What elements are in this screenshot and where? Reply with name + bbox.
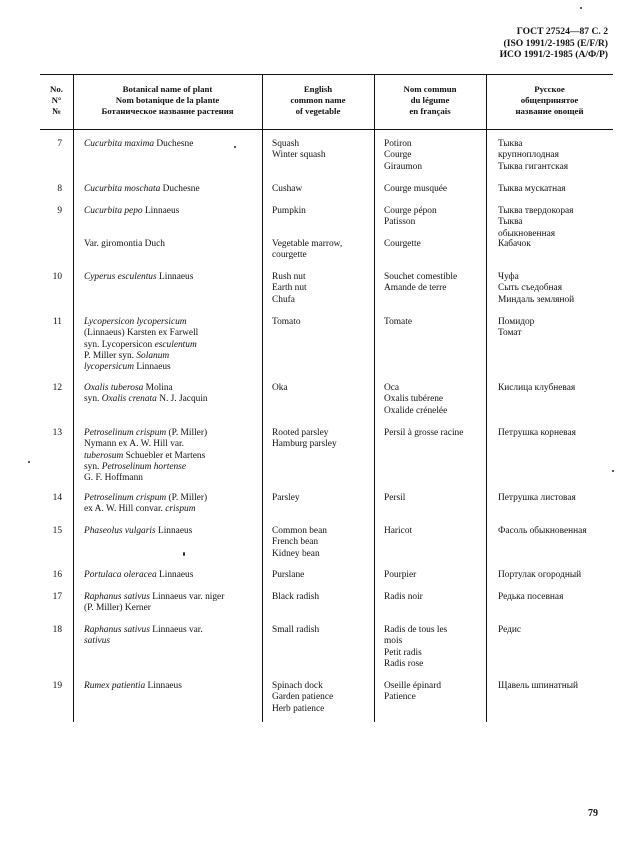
french-name-line: Oca	[384, 383, 400, 393]
botanical-authority: Linnaeus	[155, 526, 193, 536]
row-number: 12	[52, 383, 62, 393]
botanical-authority: Molina	[143, 383, 173, 393]
column-header-no: No. N° №	[50, 84, 63, 116]
french-name-line: Haricot	[384, 526, 413, 536]
english-name-line: Garden patience	[272, 692, 334, 703]
french-name-line: Courgette	[384, 239, 421, 249]
russian-name	[498, 239, 531, 250]
botanical-latin-name: crispum	[165, 504, 196, 515]
english-name-line: Parsley	[272, 493, 300, 503]
botanical-name-line	[84, 439, 207, 450]
botanical-name-line	[84, 462, 207, 473]
english-name-line: French bean	[272, 537, 319, 548]
botanical-authority: (P. Miller) Kerner	[84, 603, 151, 614]
botanical-authority: Linnaeus	[145, 681, 182, 691]
botanical-latin-name: Raphanus sativus	[84, 592, 150, 602]
botanical-authority: Linnaeus	[142, 206, 180, 216]
russian-name-line: Петрушка листовая	[498, 493, 576, 503]
botanical-authority: Linnaeus	[133, 362, 171, 373]
english-name-line: Kidney bean	[272, 548, 320, 559]
russian-name	[498, 139, 568, 173]
french-name-line: Persil	[384, 493, 406, 503]
botanical-name-line	[84, 428, 207, 439]
english-name-line: Purslane	[272, 570, 305, 580]
french-name	[384, 206, 437, 229]
russian-name-line: Тыква мускатная	[498, 184, 566, 194]
russian-name	[498, 317, 534, 340]
french-name	[384, 493, 405, 504]
botanical-authority: Linnaeus var.	[149, 625, 203, 635]
botanical-name	[84, 206, 179, 217]
russian-name-line: Тыква твердокорая	[498, 206, 574, 216]
english-name	[272, 493, 300, 504]
scan-speck	[580, 7, 582, 9]
french-name-line: Radis de tous les	[384, 625, 448, 635]
standard-number: ГОСТ 27524—87 С. 2	[516, 26, 608, 37]
english-name-line: Black radish	[272, 592, 320, 602]
botanical-latin-name: Solanum	[136, 350, 170, 361]
botanical-authority: Linnaeus	[156, 272, 194, 282]
botanical-name	[84, 239, 165, 250]
botanical-name-line	[84, 451, 207, 462]
french-name-line: Radis rose	[384, 658, 424, 669]
botanical-authority: Duchesne	[160, 184, 200, 194]
english-name	[272, 184, 302, 195]
french-name-line: Pourpier	[384, 570, 417, 580]
botanical-latin-name: Rumex patientia	[84, 681, 146, 691]
botanical-name-line	[84, 394, 208, 405]
french-name-line: Courge	[384, 150, 412, 161]
french-name	[384, 428, 463, 439]
english-name	[272, 570, 304, 581]
botanical-name-line	[84, 681, 182, 692]
english-name	[272, 239, 342, 262]
french-name-line: Oxalis tubérene	[384, 394, 444, 405]
row-number: 18	[52, 625, 62, 635]
botanical-latin-name: Raphanus sativus	[84, 625, 150, 635]
botanical-authority: N. J. Jacquin	[156, 394, 208, 405]
french-name	[384, 239, 421, 250]
english-name-line: Winter squash	[272, 150, 326, 161]
botanical-authority: Schuebler et Martens	[123, 450, 206, 461]
botanical-authority: syn. Lycopersicon	[84, 339, 155, 350]
french-name-line: Petit radis	[384, 647, 422, 658]
french-name-line: Courge musquée	[384, 184, 448, 194]
botanical-latin-name: lycopersicum	[84, 362, 134, 373]
column-header-french: Nom commun du légume en français	[403, 84, 457, 116]
botanical-latin-name: Petroselinum crispum	[84, 493, 167, 503]
french-name-line: Giraumon	[384, 161, 423, 172]
botanical-name-line	[84, 139, 193, 150]
french-name-line: Potiron	[384, 139, 412, 149]
botanical-name-line	[84, 272, 193, 283]
russian-name	[498, 493, 576, 504]
botanical-name-line	[84, 636, 203, 647]
botanical-authority: (Linnaeus) Karsten ex Farwell	[84, 328, 199, 339]
scan-speck	[234, 146, 236, 148]
french-name	[384, 570, 416, 581]
russian-name	[498, 681, 578, 692]
botanical-latin-name: Cyperus esculentus	[84, 272, 157, 282]
botanical-latin-name: Petroselinum hortense	[101, 461, 186, 472]
column-header-english: English common name of vegetable	[290, 84, 346, 116]
russian-name-line: Щавель шпинатный	[498, 681, 579, 691]
botanical-name-line	[84, 239, 165, 250]
french-name-line: Persil à grosse racine	[384, 428, 464, 438]
botanical-name-line	[84, 570, 193, 581]
russian-name-line: Кислица клубневая	[498, 383, 576, 393]
botanical-authority: (P. Miller)	[166, 428, 208, 438]
botanical-name-line	[84, 351, 198, 362]
russian-name-line: Томат	[498, 328, 522, 339]
row-number: 15	[52, 526, 62, 536]
row-number: 8	[57, 184, 62, 194]
botanical-authority: Var. giromontia Duch	[84, 239, 165, 249]
botanical-name-line	[84, 603, 224, 614]
french-name-line: Courge pépon	[384, 206, 437, 216]
english-name-line: Oka	[272, 383, 288, 393]
french-name	[384, 383, 447, 417]
french-name-line: Souchet comestible	[384, 272, 458, 282]
botanical-latin-name: Cucurbita maxima	[84, 139, 155, 149]
russian-name-line: Фасоль обыкновенная	[498, 526, 587, 536]
column-header-botanical: Botanical name of plant Nom botanique de la plante Ботаническое название растения	[101, 84, 234, 116]
french-name-line: Tomate	[384, 317, 412, 327]
row-number: 13	[52, 428, 62, 438]
russian-name-line: Сыть съедобная	[498, 283, 563, 294]
botanical-authority: ex A. W. Hill convar.	[84, 504, 166, 515]
russian-name-line: Петрушка корневая	[498, 428, 576, 438]
botanical-name	[84, 625, 203, 648]
french-name	[384, 625, 447, 670]
russian-name-line: Кабачок	[498, 239, 531, 249]
russian-name-line: Тыква	[498, 139, 523, 149]
russian-name-line: Редис	[498, 625, 522, 635]
russian-name-line: Тыква	[498, 217, 523, 228]
botanical-name-line	[84, 317, 198, 328]
french-name-line: Amande de terre	[384, 283, 447, 294]
english-name-line: Rooted parsley	[272, 428, 329, 438]
botanical-latin-name: Cucurbita moschata	[84, 184, 161, 194]
french-name	[384, 272, 457, 295]
row-number: 10	[52, 272, 62, 282]
botanical-name	[84, 272, 193, 283]
botanical-name-line	[84, 362, 198, 373]
english-name	[272, 139, 326, 162]
russian-name	[498, 592, 563, 603]
english-name	[272, 317, 301, 328]
english-name	[272, 681, 333, 715]
french-name-line: Radis noir	[384, 592, 423, 602]
russian-name	[498, 428, 576, 439]
scan-speck	[28, 461, 30, 463]
english-name	[272, 206, 306, 217]
botanical-name-line	[84, 340, 198, 351]
english-name	[272, 526, 327, 560]
page-number: 79	[588, 808, 598, 819]
column-header-russian: Русское общепринятое название овощей	[515, 84, 584, 116]
botanical-name-line	[84, 526, 192, 537]
french-name	[384, 592, 423, 603]
botanical-latin-name: tuberosum	[84, 450, 124, 461]
botanical-name-line	[84, 592, 224, 603]
russian-name-line: крупноплодная	[498, 150, 559, 161]
english-name-line: Common bean	[272, 526, 327, 536]
botanical-latin-name: Oxalis crenata	[101, 394, 157, 405]
russian-name	[498, 272, 574, 306]
english-name-line: Pumpkin	[272, 206, 306, 216]
botanical-name-line	[84, 473, 207, 484]
english-name-line: Earth nut	[272, 283, 307, 294]
botanical-authority: Nymann ex A. W. Hill var.	[84, 439, 184, 450]
botanical-name	[84, 526, 192, 537]
russian-name	[498, 206, 574, 240]
french-name	[384, 139, 422, 173]
iso-reference: (ISO 1991/2-1985 (E/F/R)	[503, 37, 608, 49]
english-name-line: courgette	[272, 250, 307, 261]
french-name-line: Patisson	[384, 217, 416, 228]
botanical-authority: Linnaeus	[156, 570, 194, 580]
russian-name	[498, 570, 581, 581]
botanical-authority: P. Miller syn.	[84, 350, 137, 361]
russian-name-line: Миндаль земляной	[498, 294, 575, 305]
russian-name-line: Редька посевная	[498, 592, 564, 602]
english-name-line: Herb patience	[272, 703, 325, 714]
row-number: 9	[57, 206, 62, 216]
row-number: 7	[57, 139, 62, 149]
botanical-name-line	[84, 184, 200, 195]
english-name-line: Vegetable marrow,	[272, 239, 343, 249]
botanical-name-line	[84, 383, 208, 394]
iso-reference-russian: ИСО 1991/2-1985 (А/Ф/Р)	[499, 49, 608, 61]
botanical-authority: (P. Miller)	[166, 493, 208, 503]
botanical-authority: Duchesne	[154, 139, 194, 149]
french-name-line: mois	[384, 636, 403, 647]
botanical-name	[84, 570, 193, 581]
english-name-line: Hamburg parsley	[272, 439, 337, 450]
botanical-latin-name: esculentum	[154, 339, 197, 350]
botanical-latin-name: Lycopersicon lycopersicum	[84, 317, 187, 327]
row-number: 19	[52, 681, 62, 691]
english-name	[272, 592, 319, 603]
russian-name-line: обыкновенная	[498, 228, 556, 239]
row-number: 14	[52, 493, 62, 503]
botanical-authority: syn.	[84, 461, 102, 472]
row-number: 16	[52, 570, 62, 580]
botanical-authority: syn.	[84, 394, 102, 405]
botanical-name-line	[84, 493, 207, 504]
botanical-name	[84, 592, 224, 615]
botanical-name	[84, 428, 207, 484]
botanical-latin-name: Petroselinum crispum	[84, 428, 167, 438]
botanical-latin-name: Phaseolus vulgaris	[84, 526, 156, 536]
russian-name	[498, 526, 587, 537]
english-name	[272, 428, 337, 451]
botanical-name-line	[84, 625, 203, 636]
russian-name	[498, 383, 575, 394]
english-name	[272, 272, 307, 306]
english-name-line: Tomato	[272, 317, 301, 327]
english-name	[272, 625, 319, 636]
botanical-latin-name: Cucurbita pepo	[84, 206, 143, 216]
botanical-name-line	[84, 206, 179, 217]
english-name-line: Small radish	[272, 625, 320, 635]
scan-speck	[612, 470, 614, 472]
scan-speck	[183, 552, 185, 556]
russian-name	[498, 184, 566, 195]
french-name-line: Oseille épinard	[384, 681, 442, 691]
french-name	[384, 184, 447, 195]
botanical-name	[84, 317, 198, 373]
french-name-line: Oxalide crénelée	[384, 405, 448, 416]
french-name	[384, 681, 441, 704]
french-name-line: Patience	[384, 692, 416, 703]
botanical-name	[84, 383, 208, 406]
english-name-line: Spinach dock	[272, 681, 323, 691]
english-name	[272, 383, 288, 394]
botanical-name-line	[84, 328, 198, 339]
russian-name	[498, 625, 521, 636]
english-name-line: Squash	[272, 139, 300, 149]
botanical-authority: G. F. Hoffmann	[84, 473, 143, 484]
russian-name-line: Чуфа	[498, 272, 519, 282]
russian-name-line: Портулак огородный	[498, 570, 582, 580]
french-name	[384, 526, 412, 537]
botanical-name	[84, 184, 200, 195]
botanical-latin-name: Oxalis tuberosa	[84, 383, 144, 393]
botanical-latin-name: sativus	[84, 636, 111, 647]
row-number: 17	[52, 592, 62, 602]
russian-name-line: Тыква гигантская	[498, 161, 569, 172]
english-name-line: Chufa	[272, 294, 295, 305]
botanical-name	[84, 493, 207, 516]
botanical-authority: Linnaeus var. niger	[149, 592, 225, 602]
botanical-name-line	[84, 504, 207, 515]
botanical-name	[84, 681, 182, 692]
russian-name-line: Помидор	[498, 317, 535, 327]
english-name-line: Rush nut	[272, 272, 306, 282]
row-number: 11	[52, 317, 62, 327]
english-name-line: Cushaw	[272, 184, 303, 194]
french-name	[384, 317, 412, 328]
botanical-latin-name: Portulaca oleracea	[84, 570, 157, 580]
botanical-name	[84, 139, 193, 150]
